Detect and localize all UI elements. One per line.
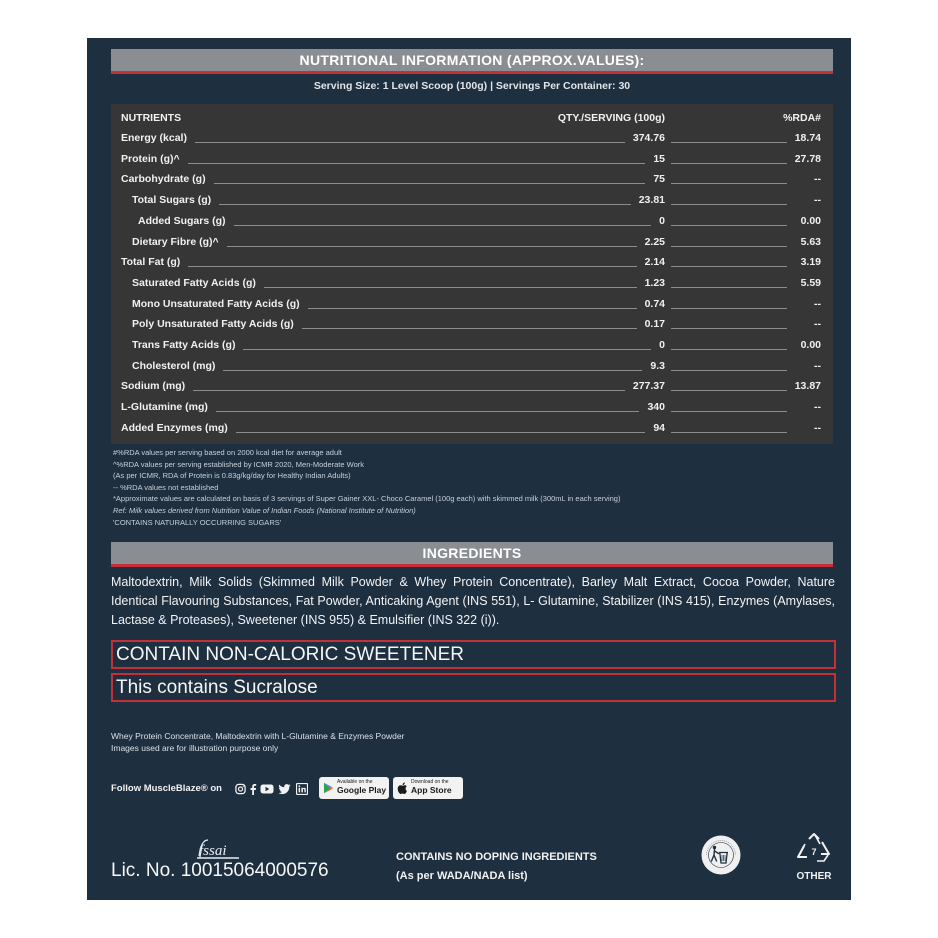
nutrient-name: Total Fat (g) [121, 256, 181, 269]
google-play-badge[interactable] [319, 777, 389, 799]
no-doping-line: CONTAINS NO DOPING INGREDIENTS [396, 851, 597, 863]
leader-line [671, 246, 787, 247]
leader-line [671, 266, 787, 267]
nutrient-name: Total Sugars (g) [132, 194, 212, 207]
leader-line [223, 370, 642, 371]
nutrient-name: Energy (kcal) [121, 132, 187, 144]
app-store-label: App Store [411, 785, 452, 795]
nutrient-qty: 0.17 [644, 318, 665, 331]
leader-line [671, 204, 787, 205]
footnote: Ref: Milk values derived from Nutrition Value of Indian Foods (National Institute of Nutrition) [113, 505, 416, 515]
leader-line [671, 390, 787, 391]
nutrient-name: Sodium (mg) [121, 380, 186, 393]
nutrition-row [111, 337, 833, 357]
nutrient-rda: -- [814, 173, 821, 186]
nutrient-name: Added Sugars (g) [138, 214, 226, 227]
illustration-disclaimer: Images used are for illustration purpose only [111, 743, 279, 753]
app-store-caption: Download on the [411, 779, 449, 785]
nutrient-name: Poly Unsaturated Fatty Acids (g) [132, 318, 294, 331]
nutrient-qty: 0 [659, 339, 665, 351]
nutrient-qty: 0.74 [644, 297, 665, 310]
nutrient-rda: -- [814, 421, 821, 434]
nutrient-rda: 3.19 [800, 256, 821, 269]
leader-line [193, 390, 625, 391]
nutrient-name: Trans Fatty Acids (g) [132, 339, 236, 351]
leader-line [188, 266, 637, 267]
nutrition-row [111, 171, 833, 191]
license-number: Lic. No. 10015064000576 [111, 860, 329, 881]
nutrient-qty: 0 [659, 214, 665, 227]
recycle-icon [795, 833, 833, 863]
recycle-label: OTHER [796, 871, 832, 882]
leader-line [671, 349, 787, 350]
leader-line [188, 163, 645, 164]
header-rda: %RDA# [783, 112, 821, 124]
leader-line [302, 328, 637, 329]
nutrient-name: Carbohydrate (g) [121, 173, 206, 186]
header-qty: QTY./SERVING (100g) [557, 112, 665, 124]
nutrition-row [111, 399, 833, 419]
nutrient-qty: 23.81 [638, 194, 665, 207]
nutrient-rda: -- [814, 401, 821, 414]
nutrition-row [111, 213, 833, 233]
sucralose-warning-box [111, 673, 836, 702]
nutrition-row [111, 378, 833, 398]
no-doping-statement [396, 848, 597, 886]
nutrient-qty: 277.37 [632, 380, 665, 393]
nutrient-rda: -- [814, 194, 821, 207]
leader-line [671, 411, 787, 412]
nutrition-row [111, 316, 833, 336]
twitter-icon[interactable] [278, 783, 291, 795]
product-label-panel [87, 38, 851, 900]
nutrient-name: L-Glutamine (mg) [121, 401, 208, 414]
header-nutrients: NUTRIENTS [121, 112, 182, 124]
nutrition-row [111, 130, 833, 150]
sweetener-warning-box [111, 640, 836, 669]
nutrient-qty: 340 [647, 401, 665, 414]
leader-line [195, 142, 625, 143]
nutrient-name: Saturated Fatty Acids (g) [132, 276, 256, 289]
google-play-label: Google Play [337, 785, 387, 795]
footnote: -- %RDA values not established [113, 482, 219, 492]
nutrient-qty: 75 [653, 173, 665, 186]
nutrient-rda: 0.00 [800, 214, 821, 227]
nutrient-name: Cholesterol (mg) [132, 359, 216, 372]
nutrient-rda: 5.59 [800, 276, 821, 289]
product-description: Whey Protein Concentrate, Maltodextrin with L-Glutamine & Enzymes Powder [111, 731, 405, 741]
sweetener-warning: CONTAIN NON-CALORIC SWEETENER [116, 644, 465, 665]
nutrient-rda: -- [814, 297, 821, 310]
leader-line [216, 411, 639, 412]
apple-icon [397, 782, 408, 794]
leader-line [671, 432, 787, 433]
leader-line [671, 308, 787, 309]
footnote: #%RDA values per serving based on 2000 kcal diet for average adult [113, 448, 342, 457]
leader-line [671, 287, 787, 288]
leader-line [671, 370, 787, 371]
nutrition-row [111, 358, 833, 378]
footnote: 'CONTAINS NATURALLY OCCURRING SUGARS' [113, 517, 282, 527]
nutrient-rda: -- [814, 359, 821, 372]
leader-line [227, 246, 637, 247]
fssai-mark: fssai [199, 843, 227, 859]
nutrient-rda: 18.74 [794, 132, 821, 144]
nutrient-rda: 0.00 [800, 339, 821, 351]
nutrient-qty: 9.3 [650, 359, 665, 372]
google-play-caption: Available on the [337, 779, 373, 785]
instagram-icon[interactable] [235, 783, 246, 795]
footnote: ^%RDA values per serving established by ICMR 2020, Men-Moderate Work [113, 459, 364, 469]
wada-nada-line: (As per WADA/NADA list) [396, 870, 528, 882]
leader-line [234, 225, 651, 226]
ingredients-text: Maltodextrin, Milk Solids (Skimmed Milk Powder & Whey Protein Concentrate), Barley Malt Extract, Cocoa Powder, Nature Identical Flavouring Substances, Fat Powder, Anticaking Agent (INS 551), L- Glutamine, Stabilizer (INS 415), Enzymes (Amylases, Lactase & Proteases), Sweetener (INS 955) & Emulsifier (INS 322 (i)). [111, 575, 835, 627]
leader-line [308, 308, 637, 309]
facebook-icon[interactable] [249, 783, 257, 795]
leader-line [671, 225, 787, 226]
leader-line [219, 204, 631, 205]
leader-line [671, 163, 787, 164]
app-store-badge[interactable] [393, 777, 463, 799]
leader-line [671, 183, 787, 184]
nutrient-rda: 13.87 [794, 380, 821, 393]
nutrient-name: Mono Unsaturated Fatty Acids (g) [132, 297, 300, 310]
nutrient-name: Protein (g)^ [121, 152, 180, 165]
fssai-logo [195, 837, 241, 861]
leader-line [264, 287, 637, 288]
leader-line [243, 349, 651, 350]
follow-text: Follow MuscleBlaze® on [111, 783, 222, 794]
footnote: *Approximate values are calculated on basis of 3 servings of Super Gainer XXL- Choco Caramel (100g each) with skimmed milk (300mL in each serving) [113, 494, 621, 504]
youtube-icon[interactable] [260, 783, 274, 795]
nutrient-qty: 374.76 [632, 132, 665, 144]
nutrient-qty: 2.14 [644, 256, 665, 269]
nutrition-title: NUTRITIONAL INFORMATION (APPROX.VALUES): [299, 52, 645, 68]
sucralose-warning: This contains Sucralose [116, 677, 318, 698]
nutrient-rda: 27.78 [794, 152, 821, 165]
ingredients-title: INGREDIENTS [422, 545, 522, 561]
ingredients-title-bar [111, 542, 833, 567]
leader-line [671, 328, 787, 329]
nutrition-row [111, 420, 833, 440]
nutrition-title-bar [111, 49, 833, 74]
nutrient-qty: 94 [653, 421, 665, 434]
footnote: (As per ICMR, RDA of Protein is 0.83g/kg/day for Healthy Indian Adults) [113, 471, 351, 481]
serving-size-line: Serving Size: 1 Level Scoop (100g) | Servings Per Container: 30 [313, 80, 631, 92]
clean-city-icon [700, 834, 742, 876]
nutrient-qty: 15 [653, 152, 665, 165]
recycle-number: 7 [811, 847, 817, 857]
leader-line [214, 183, 645, 184]
nutrition-row [111, 151, 833, 171]
nutrition-row [111, 234, 833, 254]
nutrition-row [111, 275, 833, 295]
nutrient-qty: 1.23 [644, 276, 665, 289]
nutrition-table [111, 104, 833, 444]
nutrition-row [111, 296, 833, 316]
nutrient-name: Dietary Fibre (g)^ [132, 235, 219, 248]
nutrition-row [111, 254, 833, 274]
nutrient-qty: 2.25 [644, 235, 665, 248]
linkedin-icon[interactable] [296, 783, 308, 795]
google-play-icon [323, 782, 334, 794]
nutrition-row [111, 192, 833, 212]
leader-line [236, 432, 645, 433]
nutrient-name: Added Enzymes (mg) [121, 421, 228, 434]
nutrient-rda: 5.63 [800, 235, 821, 248]
leader-line [671, 142, 787, 143]
nutrient-rda: -- [814, 318, 821, 331]
nutrition-footnotes [113, 447, 833, 528]
